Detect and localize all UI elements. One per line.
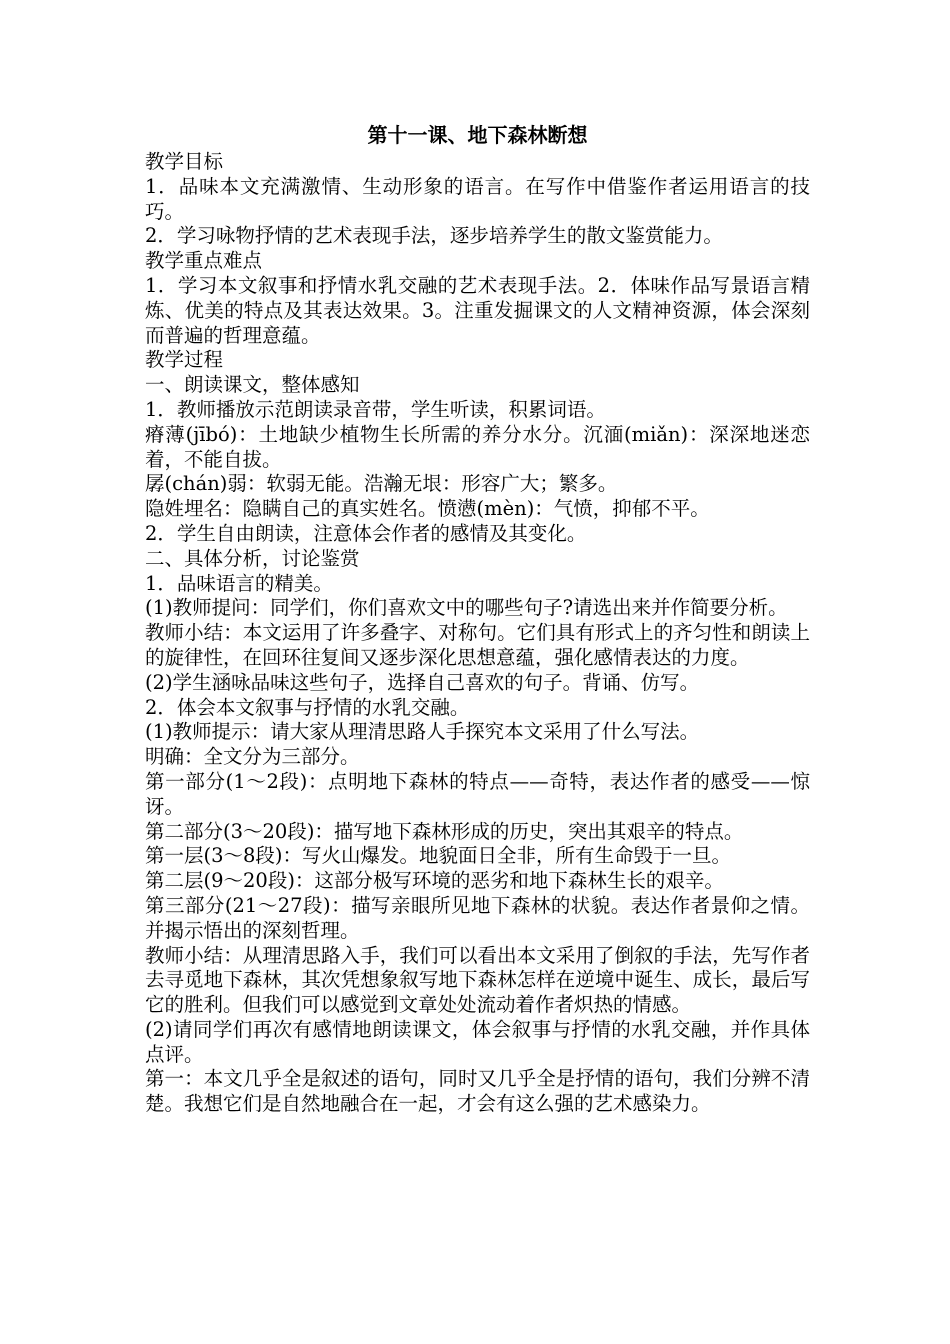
paragraph: (2)学生涵咏品味这些句子，选择自己喜欢的句子。背诵、仿写。 <box>145 670 700 694</box>
paragraph: 1．学习本文叙事和抒情水乳交融的艺术表现手法。2．体味作品写景语言精炼、优美的特点及其表达效果。3。注重发掘课文的人文精神资源，体会深刻而普遍的哲理意蕴。 <box>145 273 810 347</box>
paragraph: (1)教师提示：请大家从理清思路人手探究本文采用了什么写法。 <box>145 720 700 744</box>
document-page <box>145 122 810 1117</box>
paragraph: 教学重点难点 <box>145 249 263 273</box>
paragraph: 教学过程 <box>145 348 224 372</box>
paragraph: 一、朗读课文，整体感知 <box>145 373 360 397</box>
paragraph: 教学目标 <box>145 150 224 173</box>
paragraph: 1．品味语言的精美。 <box>145 571 333 595</box>
paragraph: (1)教师提问：同学们，你们喜欢文中的哪些句子?请选出来并作简要分析。 <box>145 596 788 620</box>
paragraph: 明确：全文分为三部分。 <box>145 745 360 769</box>
paragraph: 教师小结：从理清思路入手，我们可以看出本文采用了倒叙的手法，先写作者去寻觅地下森林，其次凭想象叙写地下森林怎样在逆境中诞生、成长，最后写它的胜利。但我们可以感觉到文章处处流动着作者炽热的情感。 <box>145 943 810 1017</box>
paragraph: 2．体会本文叙事与抒情的水乳交融。 <box>145 695 470 719</box>
paragraph: 孱(chán)弱：软弱无能。浩瀚无垠：形容广大；繁多。 <box>145 472 618 496</box>
paragraph: 2．学习咏物抒情的艺术表现手法，逐步培养学生的散文鉴赏能力。 <box>145 224 723 248</box>
page-title: 第十一课、地下森林断想 <box>367 123 588 147</box>
paragraph: 隐姓埋名：隐瞒自己的真实姓名。愤懑(mèn)：气愤，抑郁不平。 <box>145 497 710 521</box>
paragraph: 二、具体分析，讨论鉴赏 <box>145 546 360 570</box>
paragraph: 第二层(9～20段)：这部分极写环境的恶劣和地下森林生长的艰辛。 <box>145 869 724 893</box>
document-body <box>145 150 810 1117</box>
paragraph: (2)请同学们再次有感情地朗读课文，体会叙事与抒情的水乳交融，并作具体点评。 <box>145 1017 810 1066</box>
paragraph: 瘠薄(jībó)：土地缺少植物生长所需的养分水分。沉湎(miǎn)：深深地迷恋着，不能自拔。 <box>145 422 810 471</box>
paragraph: 1．教师播放示范朗读录音带，学生听读，积累词语。 <box>145 397 606 421</box>
paragraph: 第一层(3～8段)：写火山爆发。地貌面日全非，所有生命毁于一旦。 <box>145 844 732 868</box>
paragraph: 第二部分(3～20段)：描写地下森林形成的历史，突出其艰辛的特点。 <box>145 819 744 843</box>
paragraph: 第三部分(21～27段)：描写亲眼所见地下森林的状貌。表达作者景仰之情。并揭示悟出的深刻哲理。 <box>145 893 810 942</box>
paragraph: 2．学生自由朗读，注意体会作者的感情及其变化。 <box>145 521 587 545</box>
paragraph: 第一部分(1～2段)：点明地下森林的特点——奇特，表达作者的感受——惊讶。 <box>145 769 810 818</box>
paragraph: 教师小结：本文运用了许多叠字、对称句。它们具有形式上的齐匀性和朗读上的旋律性，在回环往复间又逐步深化思想意蕴，强化感情表达的力度。 <box>145 621 810 669</box>
paragraph: 第一：本文几乎全是叙述的语句，同时又几乎全是抒情的语句，我们分辨不清楚。我想它们是自然地融合在一起，才会有这么强的艺术感染力。 <box>145 1067 810 1116</box>
paragraph: 1．品味本文充满激情、生动形象的语言。在写作中借鉴作者运用语言的技巧。 <box>145 174 810 223</box>
